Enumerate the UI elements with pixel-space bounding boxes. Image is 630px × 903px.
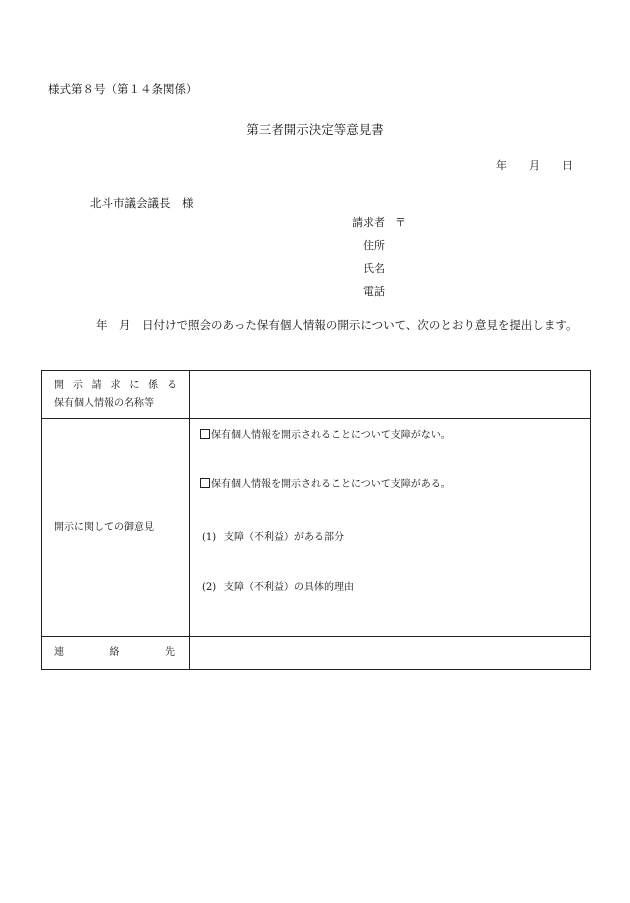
- table-row-info-name: [42, 371, 591, 419]
- date-month: 月: [529, 159, 540, 172]
- statement: 年 月 日付けで照会のあった保有個人情報の開示について、次のとおり意見を提出します。: [96, 318, 578, 332]
- info-name-input-cell[interactable]: [190, 371, 591, 419]
- requester-row: [341, 214, 406, 237]
- date-line: [496, 157, 573, 173]
- phone-row: [341, 283, 406, 306]
- sub-item-number: (2): [202, 582, 217, 593]
- sub-item-affected-part: [200, 528, 344, 543]
- label-char: 求: [110, 380, 121, 391]
- info-name-label-line2: 保有個人情報の名称等: [54, 398, 154, 409]
- table-row-opinion: [42, 419, 591, 637]
- option-issue[interactable]: [200, 475, 451, 490]
- sub-item-text: 支障（不利益）の具体的理由: [224, 582, 354, 593]
- label-char: 開: [54, 380, 64, 391]
- label-char: 請: [91, 380, 102, 391]
- table-row-contact: [42, 637, 591, 670]
- requester-block: [341, 214, 406, 306]
- label-char: 先: [165, 647, 175, 658]
- requester-label: 請求者: [352, 216, 385, 229]
- info-name-label-line1: [42, 371, 189, 394]
- name-label: 氏名: [363, 262, 385, 275]
- sub-item-text: 支障（不利益）がある部分: [224, 532, 344, 543]
- option-no-issue-text: 保有個人情報を開示されることについて支障がない。: [211, 430, 451, 441]
- option-issue-text: 保有個人情報を開示されることについて支障がある。: [211, 479, 451, 490]
- checkbox-issue[interactable]: [200, 478, 210, 488]
- address-label: 住所: [363, 239, 385, 252]
- label-char: 連: [54, 647, 64, 658]
- option-no-issue[interactable]: [200, 426, 451, 441]
- opinion-label: 開示に関しての御意見: [54, 521, 154, 533]
- address-row: [341, 237, 406, 260]
- sub-item-number: (1): [202, 532, 217, 543]
- date-year: 年: [496, 159, 507, 172]
- sub-item-reason: [200, 578, 354, 593]
- label-char: 示: [72, 380, 83, 391]
- checkbox-no-issue[interactable]: [200, 429, 210, 439]
- form-number: 様式第８号（第１４条関係）: [48, 82, 198, 96]
- info-name-label-cell: [42, 371, 190, 419]
- phone-label: 電話: [363, 285, 385, 298]
- contact-label-cell: [42, 637, 190, 670]
- contact-input-cell[interactable]: [190, 637, 591, 670]
- addressee: 北斗市議会議長 様: [90, 196, 194, 210]
- name-row: [341, 260, 406, 283]
- date-day: 日: [562, 159, 573, 172]
- opinion-content-cell: [190, 419, 591, 637]
- label-char: る: [166, 380, 177, 391]
- opinion-table: [41, 370, 591, 670]
- label-char: 絡: [109, 647, 120, 658]
- label-char: 係: [148, 380, 159, 391]
- postal-mark: 〒: [395, 216, 406, 229]
- contact-label: [42, 645, 189, 661]
- label-char: に: [129, 380, 140, 391]
- opinion-label-cell: [42, 419, 190, 637]
- document-title: 第三者開示決定等意見書: [246, 122, 384, 137]
